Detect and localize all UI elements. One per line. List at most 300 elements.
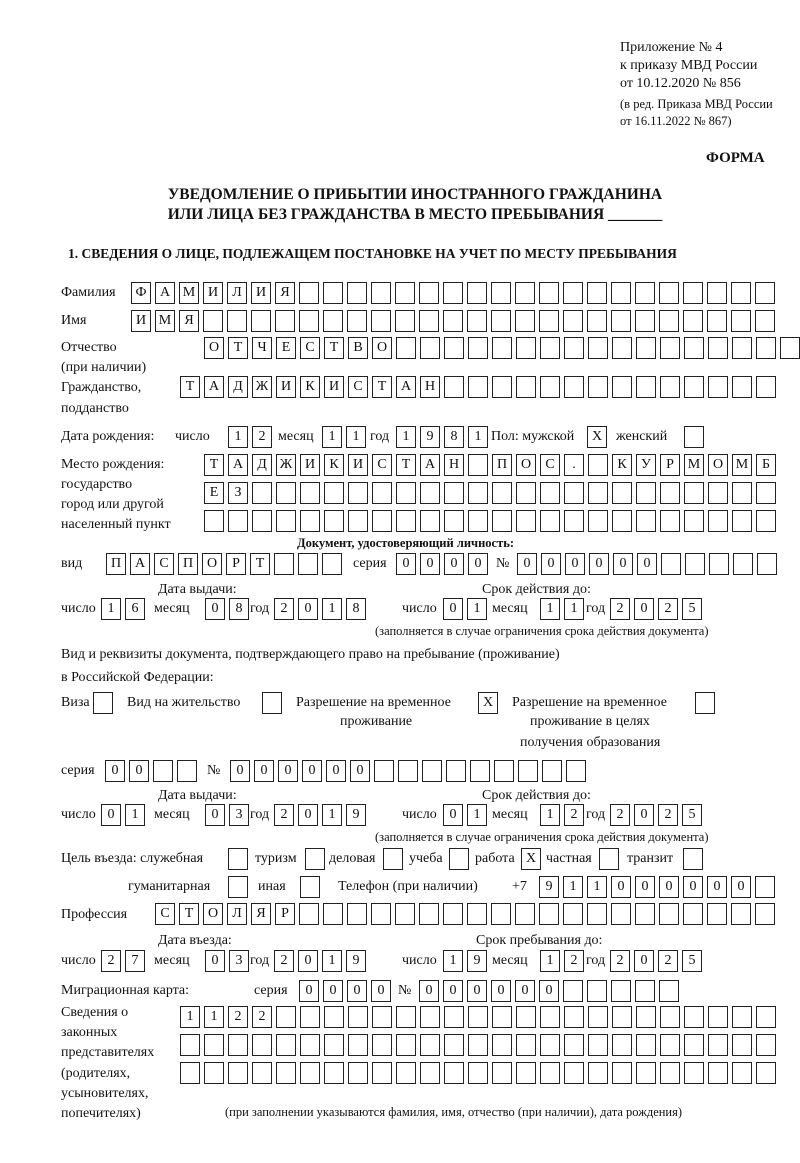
- char-cell[interactable]: [396, 1034, 416, 1056]
- char-cell[interactable]: [612, 1062, 632, 1084]
- char-cell[interactable]: Е: [276, 337, 296, 359]
- char-cell[interactable]: [588, 337, 608, 359]
- char-cell[interactable]: [542, 760, 562, 782]
- char-cell[interactable]: О: [204, 337, 224, 359]
- char-cell[interactable]: 1: [322, 598, 342, 620]
- char-cell[interactable]: [276, 482, 296, 504]
- char-cell[interactable]: [564, 1034, 584, 1056]
- char-cell[interactable]: [732, 1034, 752, 1056]
- char-cell[interactable]: А: [420, 454, 440, 476]
- char-cell[interactable]: [588, 510, 608, 532]
- char-cell[interactable]: [177, 760, 197, 782]
- char-cell[interactable]: [564, 482, 584, 504]
- char-cell[interactable]: .: [564, 454, 584, 476]
- char-cell[interactable]: О: [202, 553, 222, 575]
- char-cell[interactable]: 0: [634, 950, 654, 972]
- char-cell[interactable]: [419, 903, 439, 925]
- char-cell[interactable]: 2: [610, 804, 630, 826]
- char-cell[interactable]: 5: [682, 804, 702, 826]
- char-cell[interactable]: Н: [444, 454, 464, 476]
- char-cell[interactable]: [300, 876, 320, 898]
- char-cell[interactable]: [444, 1034, 464, 1056]
- char-cell[interactable]: 0: [230, 760, 250, 782]
- char-cell[interactable]: П: [492, 454, 512, 476]
- char-cell[interactable]: [372, 482, 392, 504]
- char-cell[interactable]: [492, 510, 512, 532]
- char-cell[interactable]: [299, 903, 319, 925]
- char-cell[interactable]: С: [300, 337, 320, 359]
- char-cell[interactable]: [347, 282, 367, 304]
- char-cell[interactable]: [588, 1034, 608, 1056]
- char-cell[interactable]: [347, 310, 367, 332]
- char-cell[interactable]: Т: [250, 553, 270, 575]
- char-cell[interactable]: [372, 1062, 392, 1084]
- char-cell[interactable]: [635, 310, 655, 332]
- char-cell[interactable]: Н: [420, 376, 440, 398]
- char-cell[interactable]: [299, 282, 319, 304]
- char-cell[interactable]: [300, 510, 320, 532]
- char-cell[interactable]: 1: [540, 950, 560, 972]
- char-cell[interactable]: [756, 482, 776, 504]
- char-cell[interactable]: [611, 310, 631, 332]
- char-cell[interactable]: 0: [419, 980, 439, 1002]
- char-cell[interactable]: [371, 282, 391, 304]
- char-cell[interactable]: Д: [252, 454, 272, 476]
- char-cell[interactable]: 0: [371, 980, 391, 1002]
- char-cell[interactable]: [660, 376, 680, 398]
- char-cell[interactable]: [252, 510, 272, 532]
- char-cell[interactable]: 0: [541, 553, 561, 575]
- char-cell[interactable]: [204, 1062, 224, 1084]
- char-cell[interactable]: [372, 1006, 392, 1028]
- char-cell[interactable]: [611, 980, 631, 1002]
- char-cell[interactable]: 0: [326, 760, 346, 782]
- char-cell[interactable]: [588, 454, 608, 476]
- char-cell[interactable]: 2: [274, 598, 294, 620]
- char-cell[interactable]: [707, 310, 727, 332]
- char-cell[interactable]: [516, 1062, 536, 1084]
- char-cell[interactable]: [395, 282, 415, 304]
- char-cell[interactable]: 8: [229, 598, 249, 620]
- char-cell[interactable]: [323, 903, 343, 925]
- char-cell[interactable]: Я: [275, 282, 295, 304]
- char-cell[interactable]: 2: [101, 950, 121, 972]
- char-cell[interactable]: Я: [251, 903, 271, 925]
- char-cell[interactable]: [516, 376, 536, 398]
- char-cell[interactable]: [252, 482, 272, 504]
- char-cell[interactable]: [348, 1006, 368, 1028]
- char-cell[interactable]: 1: [322, 804, 342, 826]
- char-cell[interactable]: 1: [467, 598, 487, 620]
- char-cell[interactable]: [494, 760, 514, 782]
- char-cell[interactable]: [396, 1062, 416, 1084]
- char-cell[interactable]: [660, 482, 680, 504]
- char-cell[interactable]: 9: [346, 804, 366, 826]
- char-cell[interactable]: 1: [101, 598, 121, 620]
- char-cell[interactable]: [374, 760, 394, 782]
- char-cell[interactable]: [599, 848, 619, 870]
- char-cell[interactable]: [444, 376, 464, 398]
- char-cell[interactable]: М: [155, 310, 175, 332]
- char-cell[interactable]: 0: [467, 980, 487, 1002]
- char-cell[interactable]: [396, 337, 416, 359]
- char-cell[interactable]: [731, 282, 751, 304]
- char-cell[interactable]: [612, 1034, 632, 1056]
- char-cell[interactable]: [540, 1062, 560, 1084]
- char-cell[interactable]: 0: [443, 804, 463, 826]
- char-cell[interactable]: 1: [396, 426, 416, 448]
- char-cell[interactable]: 6: [125, 598, 145, 620]
- char-cell[interactable]: [659, 980, 679, 1002]
- char-cell[interactable]: 2: [252, 426, 272, 448]
- char-cell[interactable]: 1: [467, 804, 487, 826]
- char-cell[interactable]: [491, 282, 511, 304]
- char-cell[interactable]: 0: [298, 804, 318, 826]
- char-cell[interactable]: 0: [278, 760, 298, 782]
- char-cell[interactable]: [516, 1006, 536, 1028]
- char-cell[interactable]: 0: [396, 553, 416, 575]
- char-cell[interactable]: 1: [443, 950, 463, 972]
- char-cell[interactable]: X: [478, 692, 498, 714]
- char-cell[interactable]: 0: [539, 980, 559, 1002]
- char-cell[interactable]: 2: [252, 1006, 272, 1028]
- char-cell[interactable]: [708, 337, 728, 359]
- char-cell[interactable]: [683, 848, 703, 870]
- char-cell[interactable]: [419, 310, 439, 332]
- char-cell[interactable]: Т: [180, 376, 200, 398]
- char-cell[interactable]: [731, 310, 751, 332]
- char-cell[interactable]: [708, 1006, 728, 1028]
- char-cell[interactable]: [518, 760, 538, 782]
- char-cell[interactable]: [153, 760, 173, 782]
- char-cell[interactable]: [252, 1034, 272, 1056]
- char-cell[interactable]: [323, 310, 343, 332]
- char-cell[interactable]: [347, 903, 367, 925]
- char-cell[interactable]: 2: [274, 804, 294, 826]
- char-cell[interactable]: [539, 310, 559, 332]
- char-cell[interactable]: [708, 482, 728, 504]
- char-cell[interactable]: [422, 760, 442, 782]
- char-cell[interactable]: [298, 553, 318, 575]
- char-cell[interactable]: М: [179, 282, 199, 304]
- char-cell[interactable]: [446, 760, 466, 782]
- char-cell[interactable]: [566, 760, 586, 782]
- char-cell[interactable]: [587, 282, 607, 304]
- char-cell[interactable]: [563, 903, 583, 925]
- char-cell[interactable]: 2: [564, 804, 584, 826]
- char-cell[interactable]: Б: [756, 454, 776, 476]
- char-cell[interactable]: [322, 553, 342, 575]
- char-cell[interactable]: [395, 903, 415, 925]
- char-cell[interactable]: 2: [658, 598, 678, 620]
- char-cell[interactable]: [755, 876, 775, 898]
- char-cell[interactable]: [468, 510, 488, 532]
- char-cell[interactable]: О: [708, 454, 728, 476]
- char-cell[interactable]: [732, 376, 752, 398]
- char-cell[interactable]: 1: [180, 1006, 200, 1028]
- char-cell[interactable]: [612, 482, 632, 504]
- char-cell[interactable]: [708, 510, 728, 532]
- char-cell[interactable]: [444, 1062, 464, 1084]
- char-cell[interactable]: [695, 692, 715, 714]
- char-cell[interactable]: [636, 1006, 656, 1028]
- char-cell[interactable]: 0: [683, 876, 703, 898]
- char-cell[interactable]: А: [396, 376, 416, 398]
- char-cell[interactable]: [660, 1062, 680, 1084]
- char-cell[interactable]: [395, 310, 415, 332]
- char-cell[interactable]: В: [348, 337, 368, 359]
- char-cell[interactable]: 1: [228, 426, 248, 448]
- char-cell[interactable]: 0: [443, 598, 463, 620]
- char-cell[interactable]: Ж: [276, 454, 296, 476]
- char-cell[interactable]: [228, 1034, 248, 1056]
- char-cell[interactable]: [449, 848, 469, 870]
- char-cell[interactable]: [611, 282, 631, 304]
- char-cell[interactable]: 0: [443, 980, 463, 1002]
- char-cell[interactable]: [612, 337, 632, 359]
- char-cell[interactable]: [227, 310, 247, 332]
- char-cell[interactable]: 1: [468, 426, 488, 448]
- char-cell[interactable]: [276, 1006, 296, 1028]
- char-cell[interactable]: [635, 282, 655, 304]
- char-cell[interactable]: [348, 1034, 368, 1056]
- char-cell[interactable]: [251, 310, 271, 332]
- char-cell[interactable]: Е: [204, 482, 224, 504]
- char-cell[interactable]: 0: [323, 980, 343, 1002]
- char-cell[interactable]: [204, 510, 224, 532]
- char-cell[interactable]: 0: [420, 553, 440, 575]
- char-cell[interactable]: 0: [350, 760, 370, 782]
- char-cell[interactable]: [274, 553, 294, 575]
- char-cell[interactable]: [539, 903, 559, 925]
- char-cell[interactable]: [276, 1034, 296, 1056]
- char-cell[interactable]: С: [540, 454, 560, 476]
- char-cell[interactable]: [420, 482, 440, 504]
- char-cell[interactable]: 0: [634, 804, 654, 826]
- char-cell[interactable]: [443, 282, 463, 304]
- char-cell[interactable]: И: [251, 282, 271, 304]
- char-cell[interactable]: [540, 1006, 560, 1028]
- char-cell[interactable]: [636, 337, 656, 359]
- char-cell[interactable]: 8: [346, 598, 366, 620]
- char-cell[interactable]: [733, 553, 753, 575]
- char-cell[interactable]: [516, 337, 536, 359]
- char-cell[interactable]: [635, 980, 655, 1002]
- char-cell[interactable]: [564, 1062, 584, 1084]
- char-cell[interactable]: [398, 760, 418, 782]
- char-cell[interactable]: [262, 692, 282, 714]
- char-cell[interactable]: [684, 1006, 704, 1028]
- char-cell[interactable]: [636, 376, 656, 398]
- char-cell[interactable]: [372, 1034, 392, 1056]
- char-cell[interactable]: [564, 510, 584, 532]
- char-cell[interactable]: [396, 1006, 416, 1028]
- char-cell[interactable]: [661, 553, 681, 575]
- char-cell[interactable]: З: [228, 482, 248, 504]
- char-cell[interactable]: [588, 1006, 608, 1028]
- char-cell[interactable]: 2: [610, 950, 630, 972]
- char-cell[interactable]: С: [154, 553, 174, 575]
- char-cell[interactable]: [420, 337, 440, 359]
- char-cell[interactable]: [732, 337, 752, 359]
- char-cell[interactable]: 1: [564, 598, 584, 620]
- char-cell[interactable]: [443, 310, 463, 332]
- char-cell[interactable]: [444, 510, 464, 532]
- char-cell[interactable]: 5: [682, 950, 702, 972]
- char-cell[interactable]: И: [276, 376, 296, 398]
- char-cell[interactable]: 0: [444, 553, 464, 575]
- char-cell[interactable]: [467, 310, 487, 332]
- char-cell[interactable]: С: [348, 376, 368, 398]
- char-cell[interactable]: [684, 1034, 704, 1056]
- char-cell[interactable]: [228, 510, 248, 532]
- char-cell[interactable]: [492, 376, 512, 398]
- char-cell[interactable]: [564, 337, 584, 359]
- char-cell[interactable]: А: [228, 454, 248, 476]
- char-cell[interactable]: [324, 1034, 344, 1056]
- char-cell[interactable]: X: [587, 426, 607, 448]
- char-cell[interactable]: [323, 282, 343, 304]
- char-cell[interactable]: М: [732, 454, 752, 476]
- char-cell[interactable]: [660, 510, 680, 532]
- char-cell[interactable]: Ч: [252, 337, 272, 359]
- char-cell[interactable]: [324, 482, 344, 504]
- char-cell[interactable]: 0: [468, 553, 488, 575]
- char-cell[interactable]: Р: [660, 454, 680, 476]
- char-cell[interactable]: 7: [125, 950, 145, 972]
- char-cell[interactable]: 2: [228, 1006, 248, 1028]
- char-cell[interactable]: 1: [322, 950, 342, 972]
- char-cell[interactable]: А: [130, 553, 150, 575]
- char-cell[interactable]: 1: [125, 804, 145, 826]
- char-cell[interactable]: Т: [396, 454, 416, 476]
- char-cell[interactable]: [252, 1062, 272, 1084]
- char-cell[interactable]: К: [324, 454, 344, 476]
- char-cell[interactable]: [709, 553, 729, 575]
- char-cell[interactable]: [732, 1006, 752, 1028]
- char-cell[interactable]: [684, 1062, 704, 1084]
- char-cell[interactable]: [540, 510, 560, 532]
- char-cell[interactable]: 1: [540, 804, 560, 826]
- char-cell[interactable]: [180, 1034, 200, 1056]
- char-cell[interactable]: [204, 1034, 224, 1056]
- char-cell[interactable]: [420, 1006, 440, 1028]
- char-cell[interactable]: [420, 1034, 440, 1056]
- char-cell[interactable]: [467, 282, 487, 304]
- char-cell[interactable]: [683, 310, 703, 332]
- char-cell[interactable]: [588, 1062, 608, 1084]
- char-cell[interactable]: 0: [205, 804, 225, 826]
- char-cell[interactable]: [276, 510, 296, 532]
- char-cell[interactable]: И: [131, 310, 151, 332]
- char-cell[interactable]: С: [372, 454, 392, 476]
- char-cell[interactable]: [707, 903, 727, 925]
- char-cell[interactable]: [756, 1006, 776, 1028]
- char-cell[interactable]: И: [324, 376, 344, 398]
- char-cell[interactable]: 3: [229, 950, 249, 972]
- char-cell[interactable]: [492, 337, 512, 359]
- char-cell[interactable]: [659, 903, 679, 925]
- char-cell[interactable]: [756, 1034, 776, 1056]
- char-cell[interactable]: [731, 903, 751, 925]
- char-cell[interactable]: А: [155, 282, 175, 304]
- char-cell[interactable]: К: [612, 454, 632, 476]
- char-cell[interactable]: X: [521, 848, 541, 870]
- char-cell[interactable]: [443, 903, 463, 925]
- char-cell[interactable]: 0: [565, 553, 585, 575]
- char-cell[interactable]: 0: [491, 980, 511, 1002]
- char-cell[interactable]: 0: [613, 553, 633, 575]
- char-cell[interactable]: [372, 510, 392, 532]
- char-cell[interactable]: [732, 482, 752, 504]
- char-cell[interactable]: [684, 426, 704, 448]
- char-cell[interactable]: [660, 1034, 680, 1056]
- char-cell[interactable]: [468, 337, 488, 359]
- char-cell[interactable]: 1: [322, 426, 342, 448]
- char-cell[interactable]: [732, 1062, 752, 1084]
- char-cell[interactable]: [588, 376, 608, 398]
- char-cell[interactable]: И: [203, 282, 223, 304]
- char-cell[interactable]: 0: [298, 598, 318, 620]
- char-cell[interactable]: 3: [229, 804, 249, 826]
- char-cell[interactable]: 5: [682, 598, 702, 620]
- char-cell[interactable]: [468, 376, 488, 398]
- char-cell[interactable]: [420, 510, 440, 532]
- char-cell[interactable]: [563, 310, 583, 332]
- char-cell[interactable]: 9: [467, 950, 487, 972]
- char-cell[interactable]: [683, 282, 703, 304]
- char-cell[interactable]: [444, 482, 464, 504]
- char-cell[interactable]: [468, 1006, 488, 1028]
- char-cell[interactable]: [492, 482, 512, 504]
- char-cell[interactable]: [300, 482, 320, 504]
- char-cell[interactable]: 9: [346, 950, 366, 972]
- char-cell[interactable]: [348, 482, 368, 504]
- char-cell[interactable]: 2: [658, 950, 678, 972]
- char-cell[interactable]: [685, 553, 705, 575]
- char-cell[interactable]: [468, 1062, 488, 1084]
- char-cell[interactable]: 0: [589, 553, 609, 575]
- char-cell[interactable]: [515, 903, 535, 925]
- char-cell[interactable]: [708, 1062, 728, 1084]
- char-cell[interactable]: [515, 310, 535, 332]
- char-cell[interactable]: Т: [204, 454, 224, 476]
- char-cell[interactable]: 0: [205, 598, 225, 620]
- char-cell[interactable]: П: [178, 553, 198, 575]
- char-cell[interactable]: [780, 337, 800, 359]
- char-cell[interactable]: [93, 692, 113, 714]
- char-cell[interactable]: О: [372, 337, 392, 359]
- char-cell[interactable]: К: [300, 376, 320, 398]
- char-cell[interactable]: 1: [204, 1006, 224, 1028]
- char-cell[interactable]: [300, 1034, 320, 1056]
- char-cell[interactable]: Л: [227, 282, 247, 304]
- char-cell[interactable]: 0: [347, 980, 367, 1002]
- char-cell[interactable]: 2: [658, 804, 678, 826]
- char-cell[interactable]: Ж: [252, 376, 272, 398]
- char-cell[interactable]: [636, 510, 656, 532]
- char-cell[interactable]: [491, 310, 511, 332]
- char-cell[interactable]: [324, 1006, 344, 1028]
- char-cell[interactable]: [516, 1034, 536, 1056]
- char-cell[interactable]: [683, 903, 703, 925]
- char-cell[interactable]: [708, 1034, 728, 1056]
- char-cell[interactable]: С: [155, 903, 175, 925]
- char-cell[interactable]: [305, 848, 325, 870]
- char-cell[interactable]: [419, 282, 439, 304]
- char-cell[interactable]: [491, 903, 511, 925]
- char-cell[interactable]: Р: [275, 903, 295, 925]
